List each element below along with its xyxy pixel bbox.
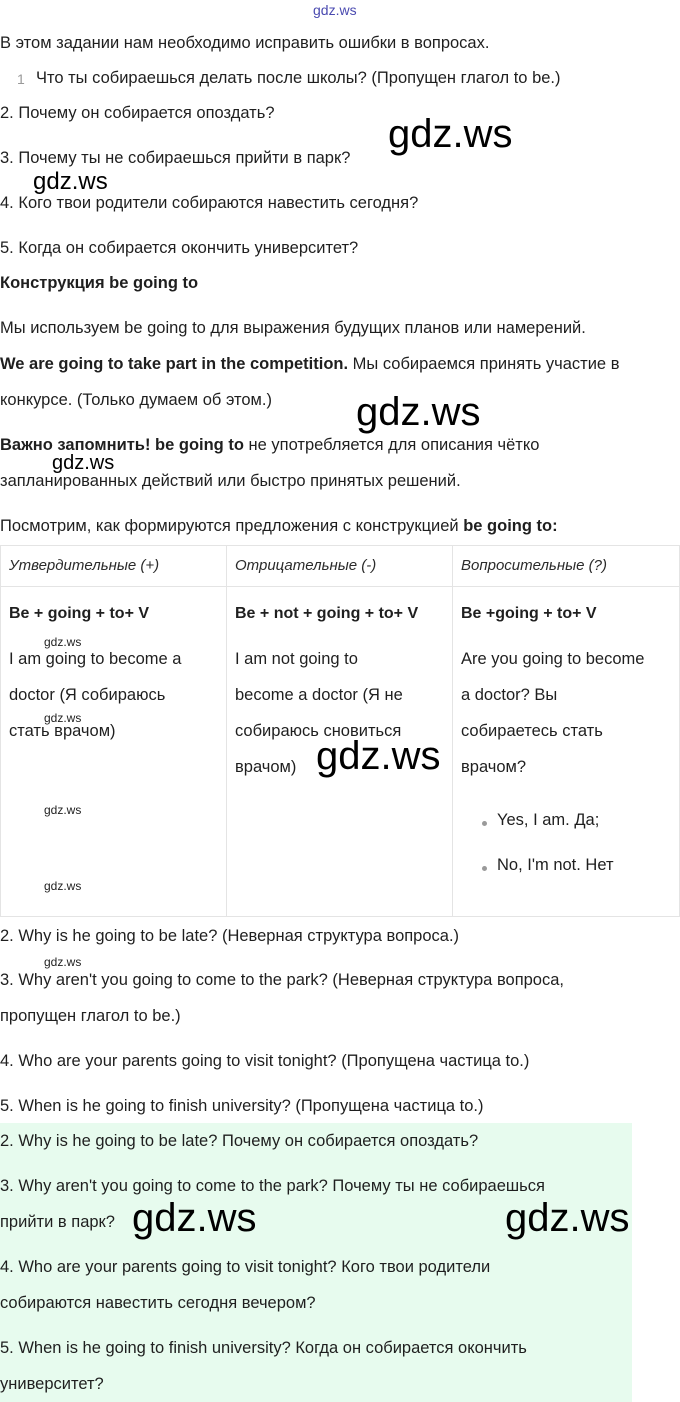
- answer-4-line-1: 4. Who are your parents going to visit tonight? Кого твои родители: [0, 1258, 491, 1276]
- important-label: Важно запомнить! be going to: [0, 436, 244, 454]
- watermark-large: gdz.ws: [132, 1196, 257, 1240]
- watermark-small: gdz.ws: [44, 635, 82, 649]
- table-line: врачом): [235, 758, 297, 776]
- answer-3-line-1: 3. Why aren't you going to come to the park? Почему ты не собираешься: [0, 1177, 545, 1195]
- table-line: врачом?: [461, 758, 527, 776]
- table-line: стать врачом): [9, 722, 116, 740]
- header-interrogative: Вопросительные (?): [461, 557, 607, 574]
- table-line: I am going to become a: [9, 650, 182, 668]
- formula-affirmative: Be + going + to+ V: [9, 605, 150, 622]
- table-line: I am not going to: [235, 650, 358, 668]
- important-text: не употребляется для описания чётко: [243, 436, 540, 454]
- table-divider-2: [452, 546, 453, 917]
- list-number: 1: [17, 71, 25, 87]
- answer-4-line-2: собираются навестить сегодня вечером?: [0, 1294, 316, 1312]
- formula-interrogative: Be +going + to+ V: [461, 605, 597, 622]
- table-line: собираюсь сновиться: [235, 722, 402, 740]
- construction-heading: Конструкция be going to: [0, 274, 199, 292]
- example-line-2: конкурсе. (Только думаем об этом.): [0, 391, 272, 409]
- table-border-left: [0, 546, 1, 917]
- formation-lead: Посмотрим, как формируются предложения с конструкцией: [0, 517, 464, 535]
- watermark-large: gdz.ws: [505, 1196, 630, 1240]
- correction-5: 5. When is he going to finish university? (Пропущена частица to.): [0, 1097, 484, 1115]
- table-line: become a doctor (Я не: [235, 686, 403, 704]
- table-line: a doctor? Вы: [461, 686, 558, 704]
- formation-construction: be going to:: [463, 517, 558, 535]
- table-line: собираетесь стать: [461, 722, 603, 740]
- answer-5-line-2: университет?: [0, 1375, 104, 1393]
- answer-yes: Yes, I am. Да;: [497, 811, 600, 829]
- correction-2: 2. Why is he going to be late? (Неверная структура вопроса.): [0, 927, 460, 945]
- example-translation: Мы собираемся принять участие в: [348, 355, 620, 373]
- watermark-large: gdz.ws: [356, 390, 481, 434]
- table-line: Are you going to become: [461, 650, 645, 668]
- header-negative: Отрицательные (-): [235, 557, 377, 574]
- correction-3-line-2: пропущен глагол to be.): [0, 1007, 181, 1025]
- watermark-small: gdz.ws: [44, 879, 82, 893]
- correction-4: 4. Who are your parents going to visit tonight? (Пропущена частица to.): [0, 1052, 530, 1070]
- example-line-1: [0, 355, 619, 374]
- table-divider-1: [226, 546, 227, 917]
- grammar-table: [0, 545, 680, 917]
- formula-negative: Be + not + going + to+ V: [235, 605, 419, 622]
- watermark-medium: gdz.ws: [52, 452, 115, 474]
- question-3: 3. Почему ты не собираешься прийти в парк?: [0, 149, 351, 167]
- usage-text: Мы используем be going to для выражения будущих планов или намерений.: [0, 319, 586, 337]
- watermark-large: gdz.ws: [388, 112, 513, 156]
- correction-3-line-1: 3. Why aren't you going to come to the park? (Неверная структура вопроса,: [0, 971, 564, 989]
- header-affirmative: Утвердительные (+): [9, 557, 160, 574]
- question-1: Что ты собираешься делать после школы? (Пропущен глагол to be.): [36, 69, 561, 87]
- bullet-icon: [482, 866, 487, 871]
- watermark-medium: gdz.ws: [33, 168, 108, 195]
- watermark-small: gdz.ws: [44, 803, 82, 817]
- answer-no: No, I'm not. Нет: [497, 856, 614, 874]
- question-4: 4. Кого твои родители собираются навестить сегодня?: [0, 194, 419, 212]
- question-2: 2. Почему он собирается опоздать?: [0, 104, 275, 122]
- answer-3-line-2: прийти в парк?: [0, 1213, 115, 1231]
- table-line: doctor (Я собираюсь: [9, 686, 166, 704]
- example-english: We are going to take part in the competition.: [0, 355, 349, 373]
- answer-5-line-1: 5. When is he going to finish university? Когда он собирается окончить: [0, 1339, 527, 1357]
- important-line-2: запланированных действий или быстро принятых решений.: [0, 472, 461, 490]
- watermark-small: gdz.ws: [44, 955, 82, 969]
- formation-text: [0, 517, 558, 536]
- example-affirmative: [9, 641, 181, 749]
- intro-text: В этом задании нам необходимо исправить ошибки в вопросах.: [0, 34, 490, 52]
- watermark-top: gdz.ws: [313, 2, 357, 18]
- bullet-icon: [482, 821, 487, 826]
- question-5: 5. Когда он собирается окончить университет?: [0, 239, 359, 257]
- watermark-large: gdz.ws: [316, 734, 441, 778]
- watermark-small: gdz.ws: [44, 711, 82, 725]
- example-interrogative: [461, 641, 644, 785]
- answer-2: 2. Why is he going to be late? Почему он собирается опоздать?: [0, 1132, 479, 1150]
